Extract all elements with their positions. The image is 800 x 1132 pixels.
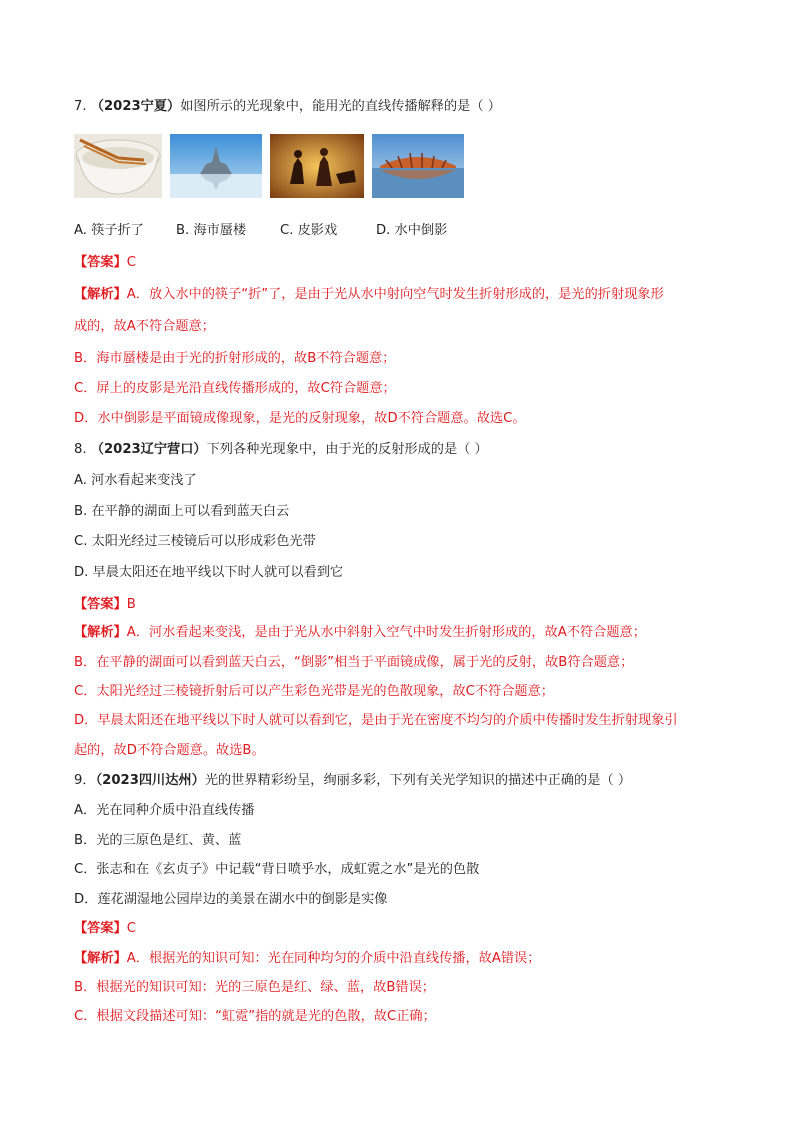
q9-answer-tag: 【答案】 xyxy=(74,921,127,936)
q8-answer-value: B xyxy=(126,597,136,612)
q7-option-b: B. 海市蜃楼 xyxy=(176,223,247,238)
q8-number: 8. xyxy=(74,442,91,457)
q7-option-a: A. 筷子折了 xyxy=(74,223,144,238)
q7-answer xyxy=(74,254,136,272)
q7-analysis-line-4: C．屏上的皮影是光沿直线传播形成的，故C符合题意； xyxy=(74,381,396,396)
chopsticks-in-water-image xyxy=(74,134,162,198)
q8-answer xyxy=(74,596,136,614)
q9-number: 9． xyxy=(74,773,96,788)
q8-option-c: C. 太阳光经过三棱镜后可以形成彩色光带 xyxy=(74,534,316,549)
q9-option-a: A．光在同种介质中沿直线传播 xyxy=(74,803,255,818)
q8-analysis-line-1: 【解析】A．河水看起来变浅，是由于光从水中斜射入空气中时发生折射形成的，故A不符合题意； xyxy=(74,625,646,640)
q7-source: （2023宁夏） xyxy=(90,99,181,114)
q8-option-d: D. 早晨太阳还在地平线以下时人就可以看到它 xyxy=(74,565,344,580)
q7-options xyxy=(74,222,447,240)
q7-number: 7. xyxy=(74,99,91,114)
q8-source: （2023辽宁营口） xyxy=(90,442,207,457)
q8-analysis-line-4: D．早晨太阳还在地平线以下时人就可以看到它，是由于光在密度不均匀的介质中传播时发生折射现象引 xyxy=(74,713,678,728)
reflection-in-water-image xyxy=(372,134,464,198)
q7-analysis-line-3: B．海市蜃楼是由于光的折射形成的，故B不符合题意； xyxy=(74,351,396,366)
q7-text: 如图所示的光现象中，能用光的直线传播解释的是（ ） xyxy=(180,99,501,114)
shadow-puppet-image xyxy=(270,134,364,198)
q7-option-c: C. 皮影戏 xyxy=(280,223,338,238)
q7-answer-value: C xyxy=(126,255,136,270)
q7-analysis-tag: 【解析】 xyxy=(74,287,127,302)
q7-answer-tag: 【答案】 xyxy=(74,255,127,270)
q9-source: （2023四川达州） xyxy=(95,773,205,788)
q9-analysis-tag: 【解析】 xyxy=(74,951,127,966)
q8-answer-tag: 【答案】 xyxy=(74,597,127,612)
q7-analysis-line-2: 成的，故A不符合题意； xyxy=(74,319,215,334)
q9-option-c: C．张志和在《玄贞子》中记载“背日喷乎水，成虹霓之水”是光的色散 xyxy=(74,862,480,877)
q9-analysis-line-2: B．根据光的知识可知：光的三原色是红、绿、蓝，故B错误； xyxy=(74,980,435,995)
q9-option-b: B．光的三原色是红、黄、蓝 xyxy=(74,833,242,848)
mirage-image xyxy=(170,134,262,198)
q8-text: 下列各种光现象中，由于光的反射形成的是（ ） xyxy=(206,442,488,457)
q8-analysis-line-2: B．在平静的湖面可以看到蓝天白云，“倒影”相当于平面镜成像，属于光的反射，故B符合题意； xyxy=(74,655,634,670)
q9-answer xyxy=(74,920,136,938)
q8-option-a: A. 河水看起来变浅了 xyxy=(74,473,197,488)
q9-analysis-line-1: 【解析】A．根据光的知识可知：光在同种均匀的介质中沿直线传播，故A错误； xyxy=(74,951,541,966)
q8-analysis-line-5: 起的，故D不符合题意。故选B。 xyxy=(74,743,265,758)
q7-analysis-line-5: D．水中倒影是平面镜成像现象，是光的反射现象，故D不符合题意。故选C。 xyxy=(74,411,526,426)
q9-text: 光的世界精彩纷呈，绚丽多彩，下列有关光学知识的描述中正确的是（ ） xyxy=(204,773,632,788)
q8-stem xyxy=(74,441,488,459)
q9-option-d: D．莲花湖湿地公园岸边的美景在湖水中的倒影是实像 xyxy=(74,892,388,907)
q8-analysis-line-3: C．太阳光经过三棱镜折射后可以产生彩色光带是光的色散现象，故C不符合题意； xyxy=(74,684,554,699)
q7-option-d: D. 水中倒影 xyxy=(376,223,448,238)
q9-analysis-line-3: C．根据文段描述可知：“虹霓”指的就是光的色散，故C正确； xyxy=(74,1009,436,1024)
q7-stem xyxy=(74,98,501,116)
q7-analysis-line-1: 【解析】A．放入水中的筷子“折”了，是由于光从水中射向空气时发生折射形成的，是光的折射现象形 xyxy=(74,287,664,302)
q8-option-b: B. 在平静的湖面上可以看到蓝天白云 xyxy=(74,504,290,519)
q9-stem xyxy=(74,772,631,790)
q8-analysis-tag: 【解析】 xyxy=(74,625,127,640)
q9-answer-value: C xyxy=(126,921,136,936)
